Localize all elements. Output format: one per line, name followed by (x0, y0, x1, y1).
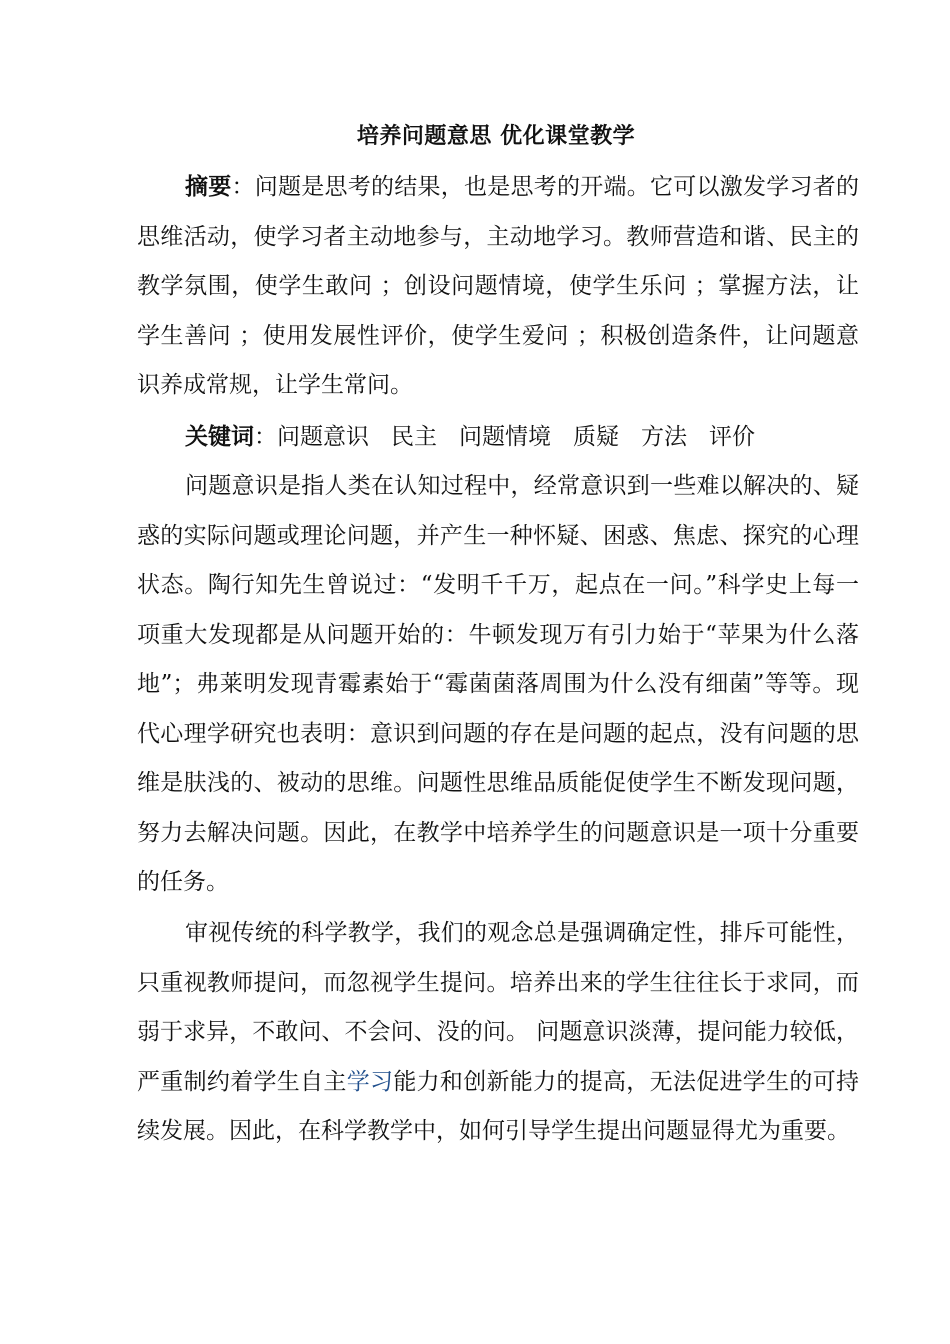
keyword-item: 问题意识 (277, 424, 369, 450)
keyword-item: 方法 (641, 424, 687, 450)
paragraph-2-text-end: 能力和创新能力的提高，无法促进学生的可持续发展。因此，在科学教学中，如何引导学生提出问题显得尤为重要。 (137, 1068, 860, 1144)
document-title: 培养问题意思 优化课堂教学 (356, 123, 636, 149)
abstract-paragraph (137, 162, 859, 411)
paragraph-2-text-start: 审视传统的科学教学，我们的观念总是强调确定性，排斥可能性，只重视教师提问，而忽视学生提问。培养出来的学生往往长于求同，而弱于求异，不敢问、不会问、没的问。 问题意识淡薄，提问能力较低，严重制约着学生自主 (137, 920, 859, 1095)
keywords-separator: ： (254, 424, 277, 450)
abstract-label: 摘要 (185, 173, 232, 200)
study-link[interactable]: 学习 (346, 1068, 394, 1095)
abstract-separator: ： (231, 174, 255, 200)
keyword-item: 民主 (391, 424, 437, 450)
keywords-line (137, 412, 859, 463)
keywords-label: 关键词 (185, 423, 254, 450)
keyword-item: 评价 (709, 424, 755, 450)
body-paragraph-2 (137, 909, 859, 1157)
abstract-text: 问题是思考的结果，也是思考的开端。它可以激发学习者的思维活动，使学习者主动地参与，主动地学习。教师营造和谐、民主的教学氛围，使学生敢问 ；创设问题情境，使学生乐问 ；掌握方法，让学生善问 ；使用发展性评价，使学生爱问 ；积极创造条件，让问题意识养成常规，让学生常问。 (137, 174, 859, 398)
keyword-item: 问题情境 (459, 424, 551, 450)
body-paragraph-1: 问题意识是指人类在认知过程中，经常意识到一些难以解决的、疑惑的实际问题或理论问题，并产生一种怀疑、困惑、焦虑、探究的心理状态。陶行知先生曾说过：“发明千千万，起点在一问。”科学史上每一项重大发现都是从问题开始的：牛顿发现万有引力始于“苹果为什么落地”；弗莱明发现青霉素始于“霉菌菌落周围为什么没有细菌”等等。现代心理学研究也表明：意识到问题的存在是问题的起点，没有问题的思维是肤浅的、被动的思维。问题性思维品质能促使学生不断发现问题，努力去解决问题。因此，在教学中培养学生的问题意识是一项十分重要的任务。 (137, 473, 859, 895)
keyword-item: 质疑 (573, 424, 619, 450)
